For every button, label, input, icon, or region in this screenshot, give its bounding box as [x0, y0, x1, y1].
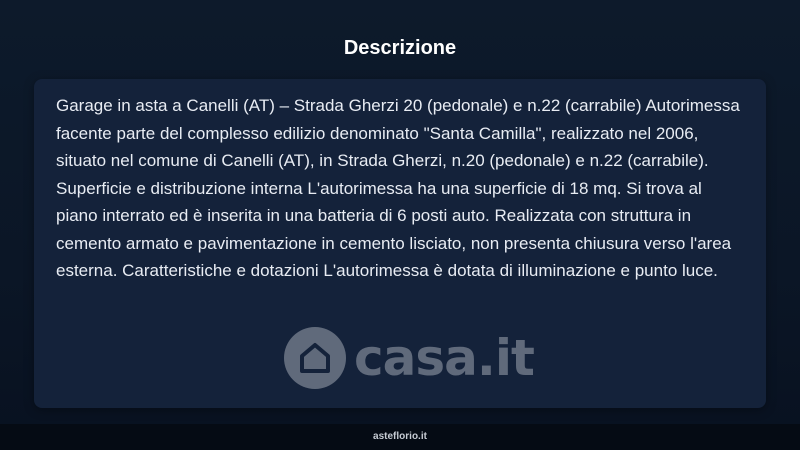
- house-icon: [284, 327, 346, 389]
- page-title: Descrizione: [343, 37, 457, 59]
- footer-site-label: asteflorio.it: [373, 431, 427, 442]
- description-text: Garage in asta a Canelli (AT) – Strada Gherzi 20 (pedonale) e n.22 (carrabile) Autorimessa facente parte del complesso edilizio denominato "Santa Camilla", realizzato nel 2006, situato nel comune di Canelli (AT), in Strada Gherzi, n.20 (pedonale) e n.22 (carrabile). Superficie e distribuzione interna L'autorimessa ha una superficie di 18 mq. Si trova al piano interrato ed è inserita in una batteria di 6 posti auto. Realizzata con struttura in cemento armato e pavimentazione in cemento lisciato, non presenta chiusura verso l'area esterna. Caratteristiche e dotazioni L'autorimessa è dotata di illuminazione e punto luce.: [56, 96, 740, 280]
- description-panel: [34, 79, 766, 408]
- footer: [0, 424, 800, 450]
- watermark-text: casa.it: [354, 329, 534, 387]
- casa-it-watermark: [266, 319, 556, 397]
